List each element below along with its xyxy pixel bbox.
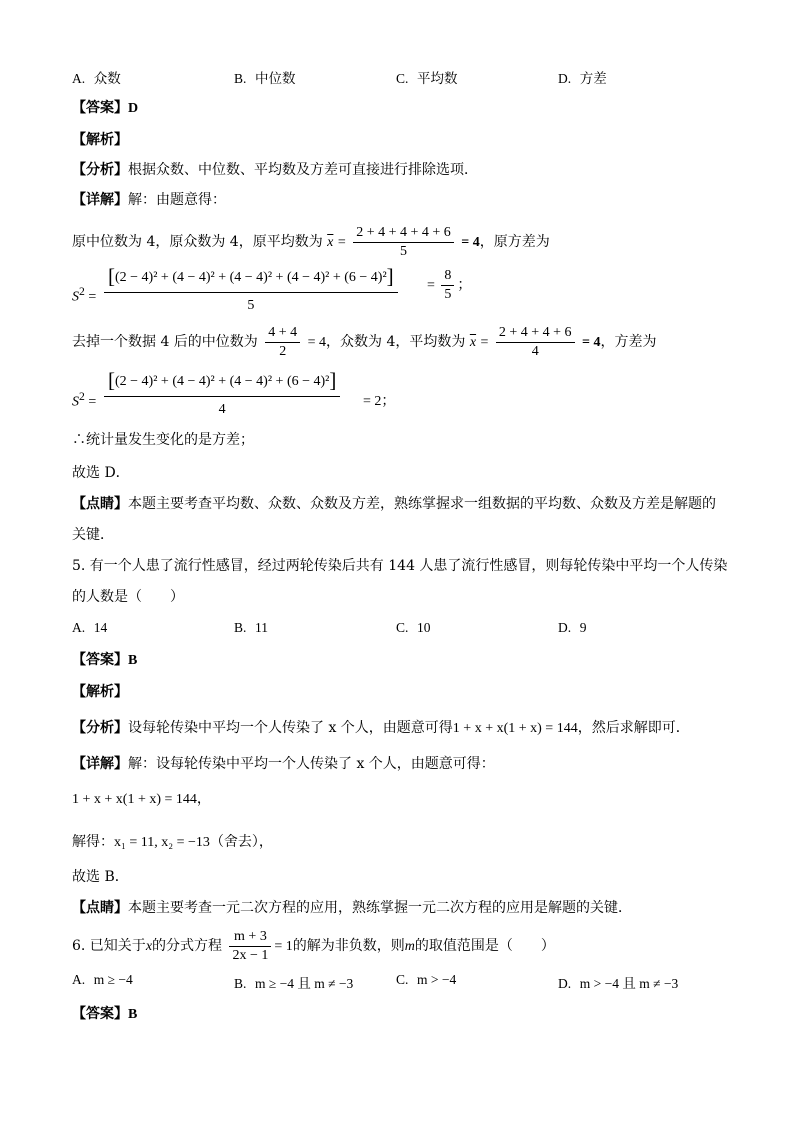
q4-option-a: A. 众数 [72,71,121,87]
q4-variance-fraction-2: $\frac{\text{[(2 − 4)² + (4 − 4)² + (4 − 4)² + (6 − 4)²]}}{4}$ [104,366,340,423]
q4-variance-result-1: = $\frac{8}{5}$ ； [427,268,472,303]
q6-option-c: C. m > −4 [396,972,457,987]
q4-option-b: B. 中位数 [234,71,296,87]
q4-variance-fraction-1: $\frac{\text{[(2 − 4)² + (4 − 4)² + (4 − 4)² + (4 − 4)² + (6 − 4)²]}}{5}$ [104,262,398,319]
q6-fraction: $\frac{m + 3}{2x - 1}$ [229,928,271,965]
q4-choose: 故选 D． [72,465,130,481]
q5-xiangjie: 【详解】解：设每轮传染中平均一个人传染了 x 个人，由题意可得： [72,756,495,772]
q4-analysis-title: 【解析】 [72,132,128,148]
q5-analysis-title: 【解析】 [72,684,128,700]
q5-dianjing: 【点睛】本题主要考查一元二次方程的应用，熟练掌握一元二次方程的应用是解题的关键． [72,900,632,916]
q4-dianjing-cont: 关键． [72,527,114,543]
q4-fenxi: 【分析】根据众数、中位数、平均数及方差可直接进行排除选项． [72,162,478,178]
q4-xiangjie: 【详解】解：由题意得： [72,192,226,208]
q4-therefore: ∴统计量发生变化的是方差； [72,432,254,448]
q5-stem-line2: 的人数是（ ） [72,589,184,605]
q5-choose: 故选 B． [72,869,129,885]
q5-equation: 1 + x + x(1 + x) = 144， [72,792,211,807]
q4-variance-label-1: $S^2$ = [72,285,97,305]
q5-fenxi: 【分析】设每轮传染中平均一个人传染了 x 个人，由题意可得1 + x + x(1 + x) = 144，然后求解即可． [72,720,690,736]
q5-option-c: C. 10 [396,620,431,635]
q5-stem-line1: 5. 有一个人患了流行性感冒，经过两轮传染后共有 144 人患了流行性感冒，则每轮传染中平均一个人传染 [72,558,728,574]
q4-dianjing: 【点睛】本题主要考查平均数、众数、众数及方差，熟练掌握求一组数据的平均数、众数及方差是解题的 [72,496,716,512]
q5-option-a: A. 14 [72,620,108,635]
q4-removed-stats: 去掉一个数据 4 后的中位数为 $\frac{4 + 4}{2}$ = 4，众数为 4，平均数为 $\overline{x}$ = $\frac{2 + 4 + 4 + 6}{4}$ = 4，方差为 [72,324,657,359]
q4-option-d: D. 方差 [558,71,607,87]
q4-answer: 【答案】D [72,100,139,116]
q4-option-c: C. 平均数 [396,71,458,87]
q6-option-a: A. m ≥ −4 [72,972,133,987]
q6-stem: 6. 已知关于x的分式方程 $\frac{m + 3}{2x - 1}$ = 1的解为非负数，则m的取值范围是（ ） [72,928,555,963]
q4-original-stats: 原中位数为 4，原众数为 4，原平均数为 $\overline{x}$ = $\frac{2 + 4 + 4 + 4 + 6}{5}$ = 4，原方差为 [72,224,550,259]
q5-option-b: B. 11 [234,620,268,635]
q5-option-d: D. 9 [558,620,587,635]
q4-mean-fraction: $\frac{2 + 4 + 4 + 4 + 6}{5}$ [353,224,454,261]
q5-solve: 解得：x₁ = 11, x₂ = −13（舍去）， [72,834,273,850]
q4-variance-result-2: = 2； [363,394,396,409]
q6-option-b: B. m ≥ −4 且 m ≠ −3 [234,976,354,991]
q4-variance-label-2: $S^2$ = [72,390,97,410]
q5-answer: 【答案】B [72,652,138,668]
q6-answer: 【答案】B [72,1006,138,1022]
q6-option-d: D. m > −4 且 m ≠ −3 [558,976,679,991]
